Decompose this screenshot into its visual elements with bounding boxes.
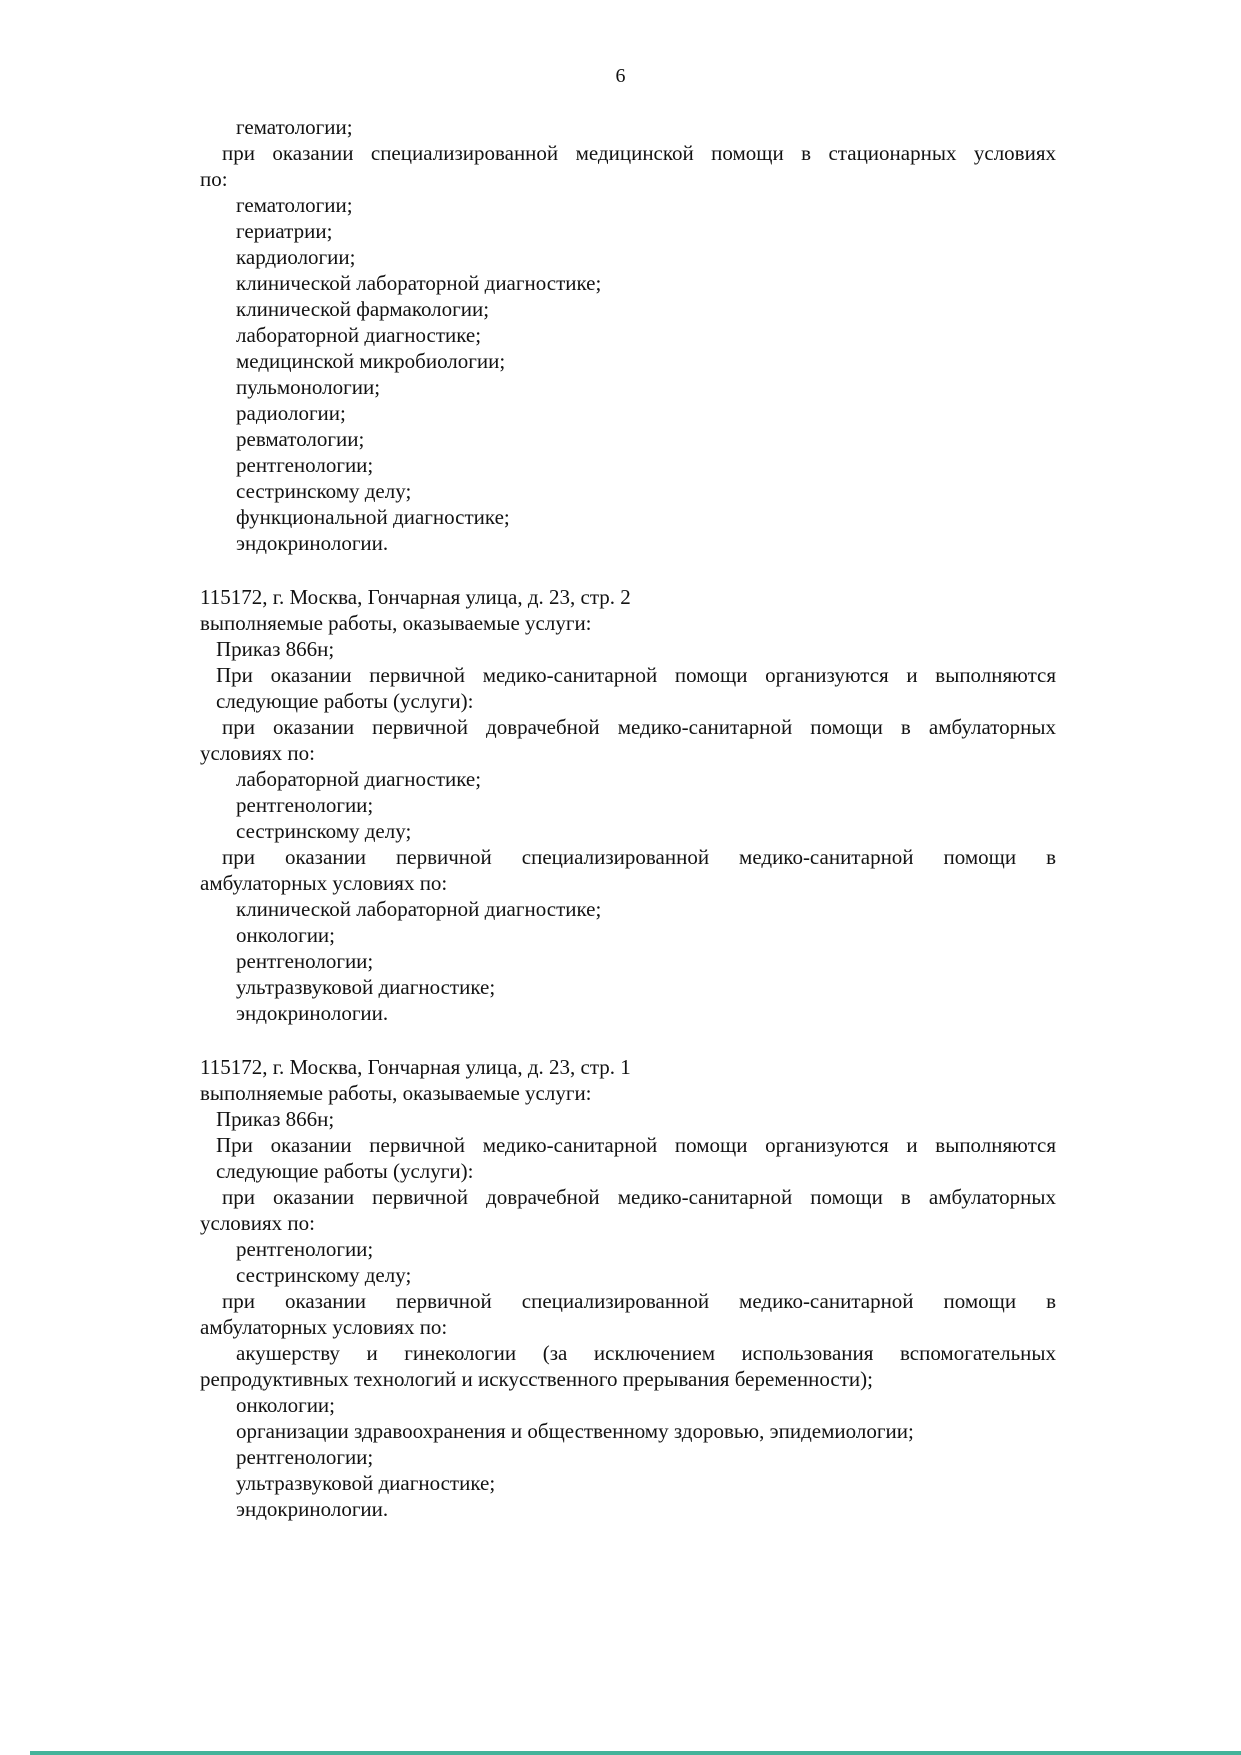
text-line: сестринскому делу; [236,1263,412,1287]
text-line: рентгенологии; [236,1445,374,1469]
text-line: амбулаторных условиях по: [200,1315,448,1339]
text-line: рентгенологии; [236,453,374,477]
text-line: эндокринологии. [236,1497,389,1521]
text-line: сестринскому делу; [236,819,412,843]
text-line: При оказании первичной медико-санитарной помощи организуются и выполняются [216,1133,1056,1157]
text-line: Приказ 866н; [216,1107,335,1131]
text-line: клинической фармакологии; [236,297,490,321]
text-line: следующие работы (услуги): [216,689,474,713]
text-line: сестринскому делу; [236,479,412,503]
text-line: выполняемые работы, оказываемые услуги: [200,1081,592,1105]
text-line: лабораторной диагностике; [236,767,482,791]
text-line: эндокринологии. [236,531,389,555]
text-line: гематологии; [236,115,353,139]
text-line: пульмонологии; [236,375,381,399]
text-line: лабораторной диагностике; [236,323,482,347]
scan-edge-line [30,1751,1241,1755]
text-line: акушерству и гинекологии (за исключением использования вспомогательных [236,1341,1056,1365]
text-line: радиологии; [236,401,346,425]
text-line: ультразвуковой диагностике; [236,1471,496,1495]
text-line: гематологии; [236,193,353,217]
text-line: рентгенологии; [236,1237,374,1261]
text-line: рентгенологии; [236,793,374,817]
text-line: при оказании первичной доврачебной медико-санитарной помощи в амбулаторных [222,715,1056,739]
text-line: эндокринологии. [236,1001,389,1025]
text-line: онкологии; [236,923,336,947]
text-line: следующие работы (услуги): [216,1159,474,1183]
page-number: 6 [615,65,626,87]
text-line: репродуктивных технологий и искусственного прерывания беременности); [200,1367,873,1391]
text-line: ревматологии; [236,427,365,451]
text-line: при оказании первичной специализированной медико-санитарной помощи в [222,845,1056,869]
text-line: Приказ 866н; [216,637,335,661]
text-line: функциональной диагностике; [236,505,510,529]
document-body [200,114,1056,1522]
text-line: условиях по: [200,741,315,765]
text-line: при оказании первичной специализированной медико-санитарной помощи в [222,1289,1056,1313]
text-line: клинической лабораторной диагностике; [236,271,602,295]
text-line: 115172, г. Москва, Гончарная улица, д. 23, стр. 1 [200,1055,631,1079]
text-line: При оказании первичной медико-санитарной помощи организуются и выполняются [216,663,1056,687]
text-line: при оказании первичной доврачебной медико-санитарной помощи в амбулаторных [222,1185,1056,1209]
text-line: кардиологии; [236,245,356,269]
text-line: гериатрии; [236,219,333,243]
text-line: организации здравоохранения и общественному здоровью, эпидемиологии; [236,1419,914,1443]
text-line: клинической лабораторной диагностике; [236,897,602,921]
text-line: при оказании специализированной медицинской помощи в стационарных условиях [222,141,1056,165]
text-line: онкологии; [236,1393,336,1417]
text-line: амбулаторных условиях по: [200,871,448,895]
text-line: медицинской микробиологии; [236,349,506,373]
text-line: ультразвуковой диагностике; [236,975,496,999]
text-line: по: [200,167,228,191]
text-line: условиях по: [200,1211,315,1235]
text-line: выполняемые работы, оказываемые услуги: [200,611,592,635]
text-line: рентгенологии; [236,949,374,973]
text-line: 115172, г. Москва, Гончарная улица, д. 23, стр. 2 [200,585,631,609]
